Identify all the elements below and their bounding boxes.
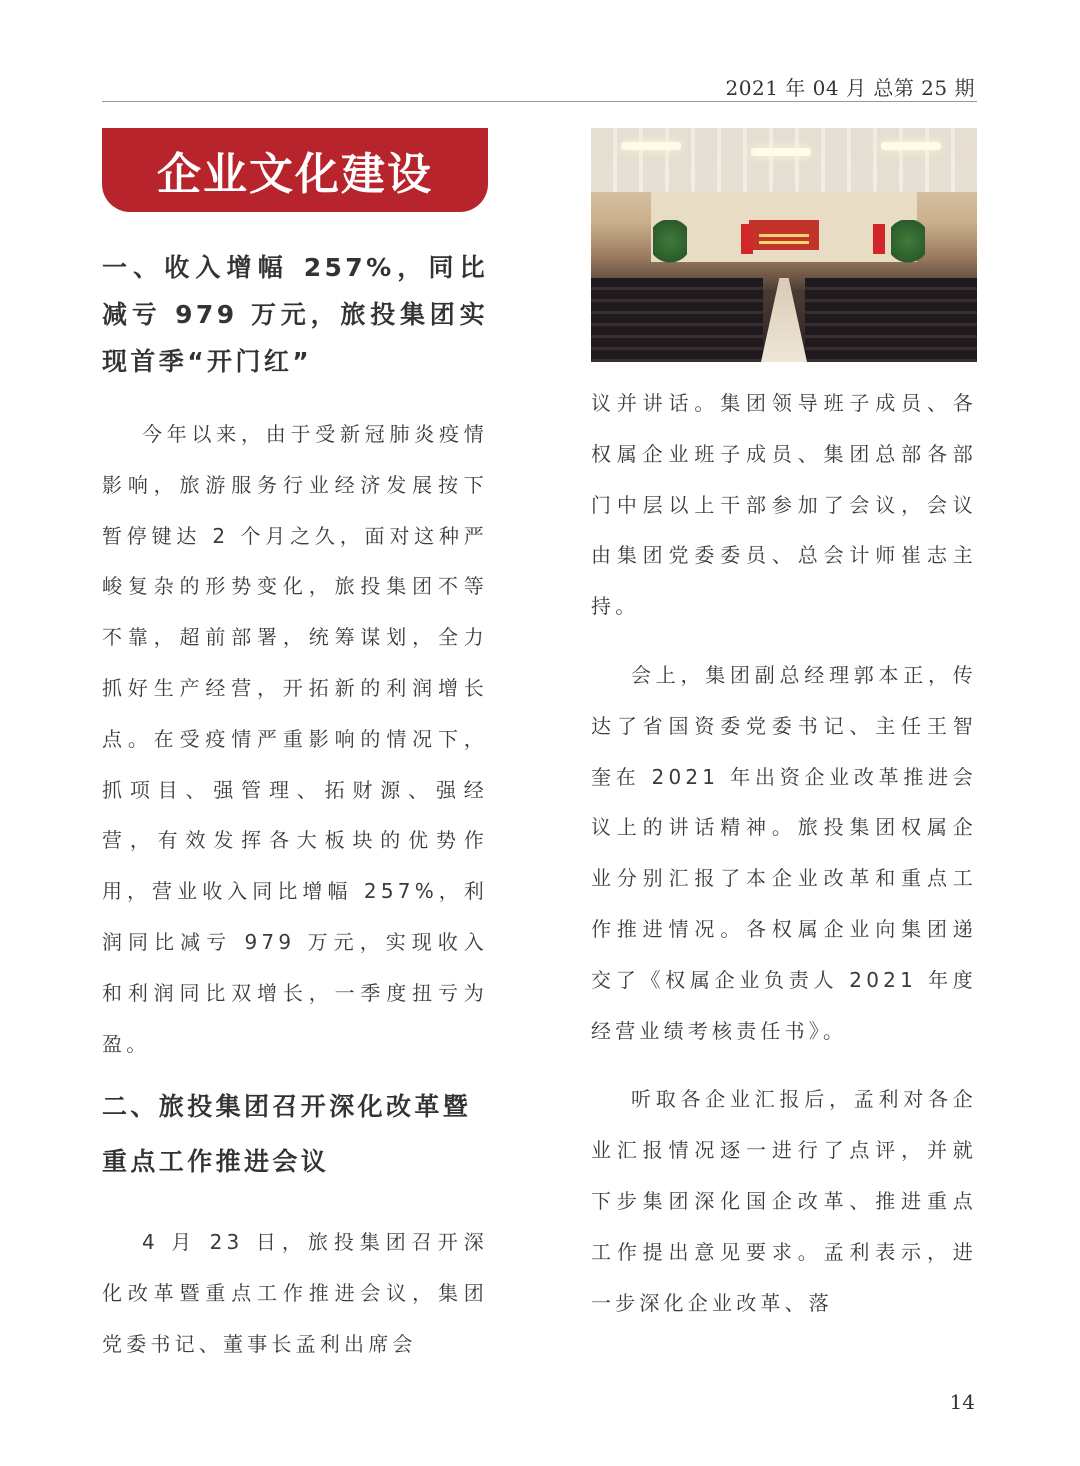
photo-light [751, 148, 811, 156]
article-heading-1: 一、收入增幅 257%，同比减亏 979 万元，旅投集团实现首季“开门红” [102, 253, 488, 376]
photo-aisle [761, 278, 807, 362]
article-heading-2: 二、旅投集团召开深化改革暨重点工作推进会议 [102, 1092, 472, 1177]
photo-flag [873, 224, 885, 254]
photo-audience-right [805, 278, 977, 362]
photo-flag [741, 224, 753, 254]
article-paragraph: 议并讲话。集团领导班子成员、各权属企业班子成员、集团总部各部门中层以上干部参加了会议，会议由集团党委委员、总会计师崔志主持。 [591, 391, 977, 619]
article-paragraph: 会上，集团副总经理郭本正，传达了省国资委党委书记、主任王智奎在 2021 年出资企业改革推进会议上的讲话精神。旅投集团权属企业分别汇报了本企业改革和重点工作推进情况。各权属企业向集团递交了《权属企业负责人 2021 年度经营业绩考核责任书》。 [591, 662, 977, 1043]
article-paragraph: 4 月 23 日，旅投集团召开深化改革暨重点工作推进会议，集团党委书记、董事长孟利出席会 [102, 1230, 488, 1356]
photo-banner-screen [749, 220, 819, 250]
photo-plant [653, 220, 687, 272]
header-divider [102, 101, 977, 102]
photo-light [621, 142, 681, 150]
photo-light [881, 142, 941, 150]
photo-audience-left [591, 278, 763, 362]
article-paragraph: 今年以来，由于受新冠肺炎疫情影响，旅游服务行业经济发展按下暂停键达 2 个月之久，面对这种严峻复杂的形势变化，旅投集团不等不靠，超前部署，统筹谋划，全力抓好生产经营，开拓新的利润增长点。在受疫情严重影响的情况下，抓项目、强管理、拓财源、强经营，有效发挥各大板块的优势作用，营业收入同比增幅 257%，利润同比减亏 979 万元，实现收入和利润同比双增长，一季度扭亏为盈。 [102, 422, 488, 1056]
right-column [591, 128, 977, 1328]
left-column [102, 244, 488, 1370]
meeting-photo [591, 128, 977, 362]
page-number: 14 [949, 1390, 975, 1414]
section-title: 企业文化建设 [157, 149, 433, 200]
photo-plant [891, 220, 925, 272]
issue-info: 2021 年 04 月 总第 25 期 [725, 76, 975, 100]
photo-ceiling [591, 128, 977, 192]
section-banner [102, 128, 488, 212]
article-paragraph: 听取各企业汇报后，孟利对各企业汇报情况逐一进行了点评，并就下步集团深化国企改革、推进重点工作提出意见要求。孟利表示，进一步深化企业改革、落 [591, 1087, 977, 1315]
